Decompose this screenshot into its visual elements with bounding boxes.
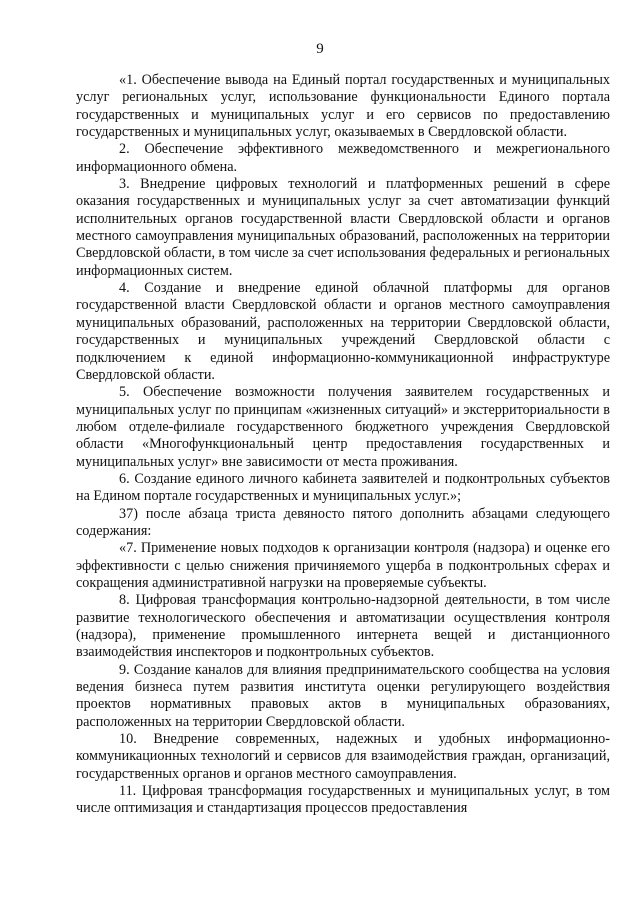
paragraph-9: 9. Создание каналов для влияния предпринимательского сообщества на условия ведения бизнеса путем развития института оценки регулирующего воздействия проектов нормативных правовых актов в муниципальных образованиях, расположенных на территории Свердловской области. xyxy=(76,661,610,730)
paragraph-3: 3. Внедрение цифровых технологий и платформенных решений в сфере оказания государственных и муниципальных услуг за счет автоматизации функций исполнительных органов государственной власти Свердловской области и органов местного самоуправления муниципальных образований, расположенных на территории Свердловской области, в том числе за счет использования федеральных и региональных информационных систем. xyxy=(76,176,610,279)
paragraph-10: 10. Внедрение современных, надежных и удобных информационно-коммуникационных технологий и сервисов для взаимодействия граждан, организаций, государственных органов и органов местного самоуправления. xyxy=(76,731,610,782)
paragraph-7: «7. Применение новых подходов к организации контроля (надзора) и оценке его эффективности с целью снижения причиняемого ущерба в подконтрольных сферах и сокращения административной нагрузки на проверяемые субъекты. xyxy=(76,540,610,591)
paragraph-1: «1. Обеспечение вывода на Единый портал государственных и муниципальных услуг региональных услуг, использование функциональности Единого портала государственных и муниципальных услуг и его сервисов по предоставлению государственных и муниципальных услуг, оказываемых в Свердловской области. xyxy=(76,72,610,141)
document-body xyxy=(76,72,610,818)
paragraph-2: 2. Обеспечение эффективного межведомственного и межрегионального информационного обмена. xyxy=(76,141,610,175)
paragraph-6: 6. Создание единого личного кабинета заявителей и подконтрольных субъектов на Едином портале государственных и муниципальных услуг.»; xyxy=(76,470,610,505)
paragraph-5: 5. Обеспечение возможности получения заявителем государственных и муниципальных услуг по принципам «жизненных ситуаций» и экстерриториальности в любом отделе-филиале государственного бюджетного учреждения Свердловской области «Многофункциональный центр предоставления государственных и муниципальных услуг» вне зависимости от места проживания. xyxy=(76,384,610,470)
paragraph-8: 8. Цифровая трансформация контрольно-надзорной деятельности, в том числе развитие технологического обеспечения и автоматизации осуществления контроля (надзора), применение промышленного интернета вещей и дистанционного взаимодействия инспекторов и подконтрольных субъектов. xyxy=(76,592,610,661)
paragraph-37: 37) после абзаца триста девяносто пятого дополнить абзацами следующего содержания: xyxy=(76,505,610,539)
paragraph-11: 11. Цифровая трансформация государственных и муниципальных услуг, в том числе оптимизация и стандартизация процессов предоставления xyxy=(76,783,610,817)
page-number: 9 xyxy=(316,41,324,57)
paragraph-4: 4. Создание и внедрение единой облачной платформы для органов государственной власти Свердловской области и органов местного самоуправления муниципальных образований, расположенных на территории Свердловской области, государственных и муниципальных учреждений Свердловской области с подключением к единой информационно-коммуникационной инфраструктуре Свердловской области. xyxy=(76,280,610,383)
